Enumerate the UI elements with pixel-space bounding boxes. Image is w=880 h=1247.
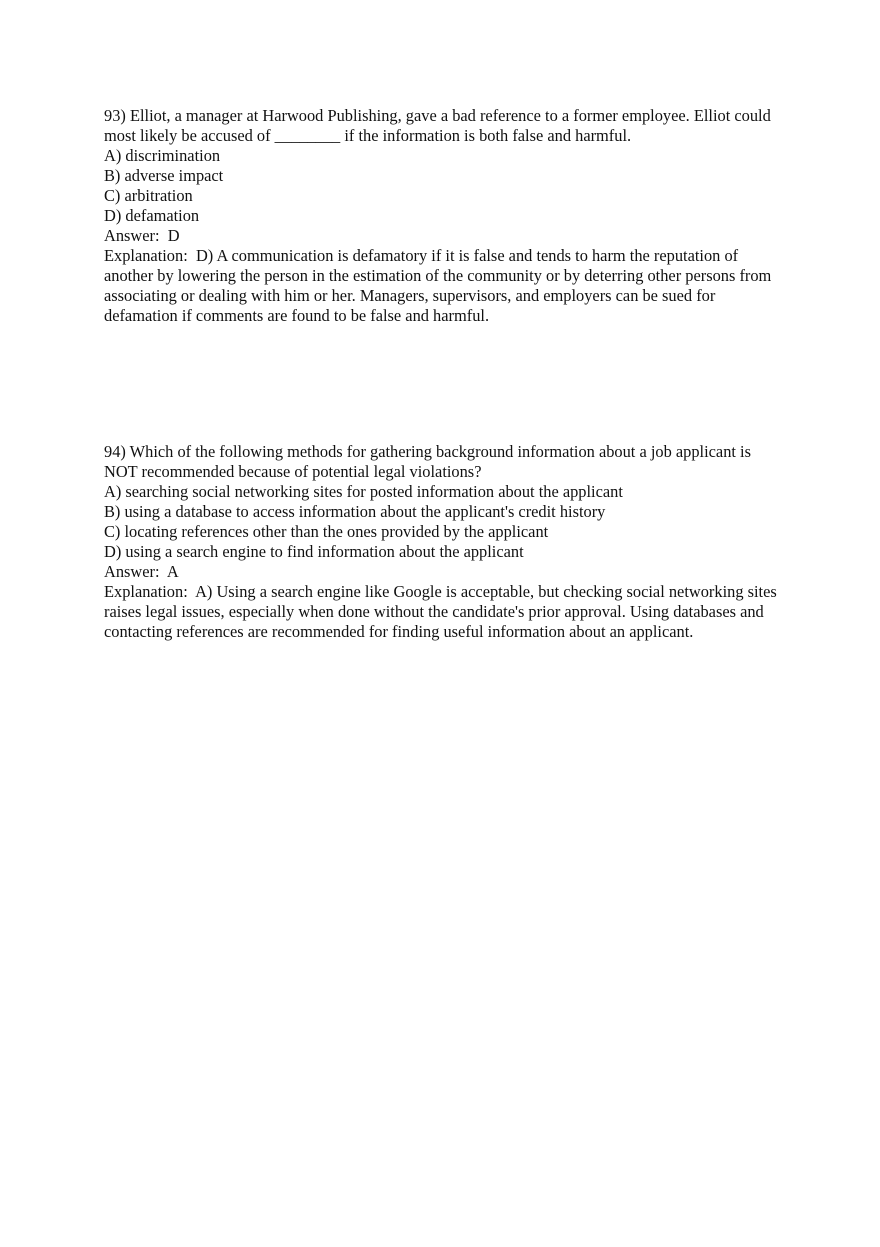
explanation-label: Explanation: — [104, 582, 188, 601]
explanation — [104, 246, 784, 326]
option-d: D) defamation — [104, 206, 200, 225]
explanation-text: A) Using a search engine like Google is acceptable, but checking social networking sites raises legal issues, especially when done without the candidate's prior approval. Using databases and contacting references are recommended for finding useful information about an applicant. — [104, 582, 777, 641]
answer-value: A — [166, 562, 179, 581]
explanation — [104, 582, 784, 642]
answer-line — [104, 562, 784, 582]
option-b: B) adverse impact — [104, 166, 224, 185]
question-93 — [104, 106, 784, 326]
question-stem: 94) Which of the following methods for gathering background information about a job applicant is NOT recommended because of potential legal violations? — [104, 442, 751, 481]
answer-label: Answer: — [104, 226, 160, 245]
option-a: A) discrimination — [104, 146, 221, 165]
question-94 — [104, 442, 784, 642]
explanation-text: D) A communication is defamatory if it is false and tends to harm the reputation of another by lowering the person in the estimation of the community or by deterring other persons from associating or dealing with him or her. Managers, supervisors, and employers can be sued for defamation if comments are found to be false and harmful. — [104, 246, 772, 325]
option-d: D) using a search engine to find information about the applicant — [104, 542, 524, 561]
answer-value: D — [167, 226, 180, 245]
option-a: A) searching social networking sites for posted information about the applicant — [104, 482, 623, 501]
question-stem: 93) Elliot, a manager at Harwood Publishing, gave a bad reference to a former employee. Elliot could most likely be accused of ________ if the information is both false and harmful. — [104, 106, 771, 145]
explanation-label: Explanation: — [104, 246, 188, 265]
answer-label: Answer: — [104, 562, 160, 581]
option-c: C) arbitration — [104, 186, 193, 205]
option-b: B) using a database to access information about the applicant's credit history — [104, 502, 606, 521]
answer-line — [104, 226, 784, 246]
option-c: C) locating references other than the ones provided by the applicant — [104, 522, 549, 541]
